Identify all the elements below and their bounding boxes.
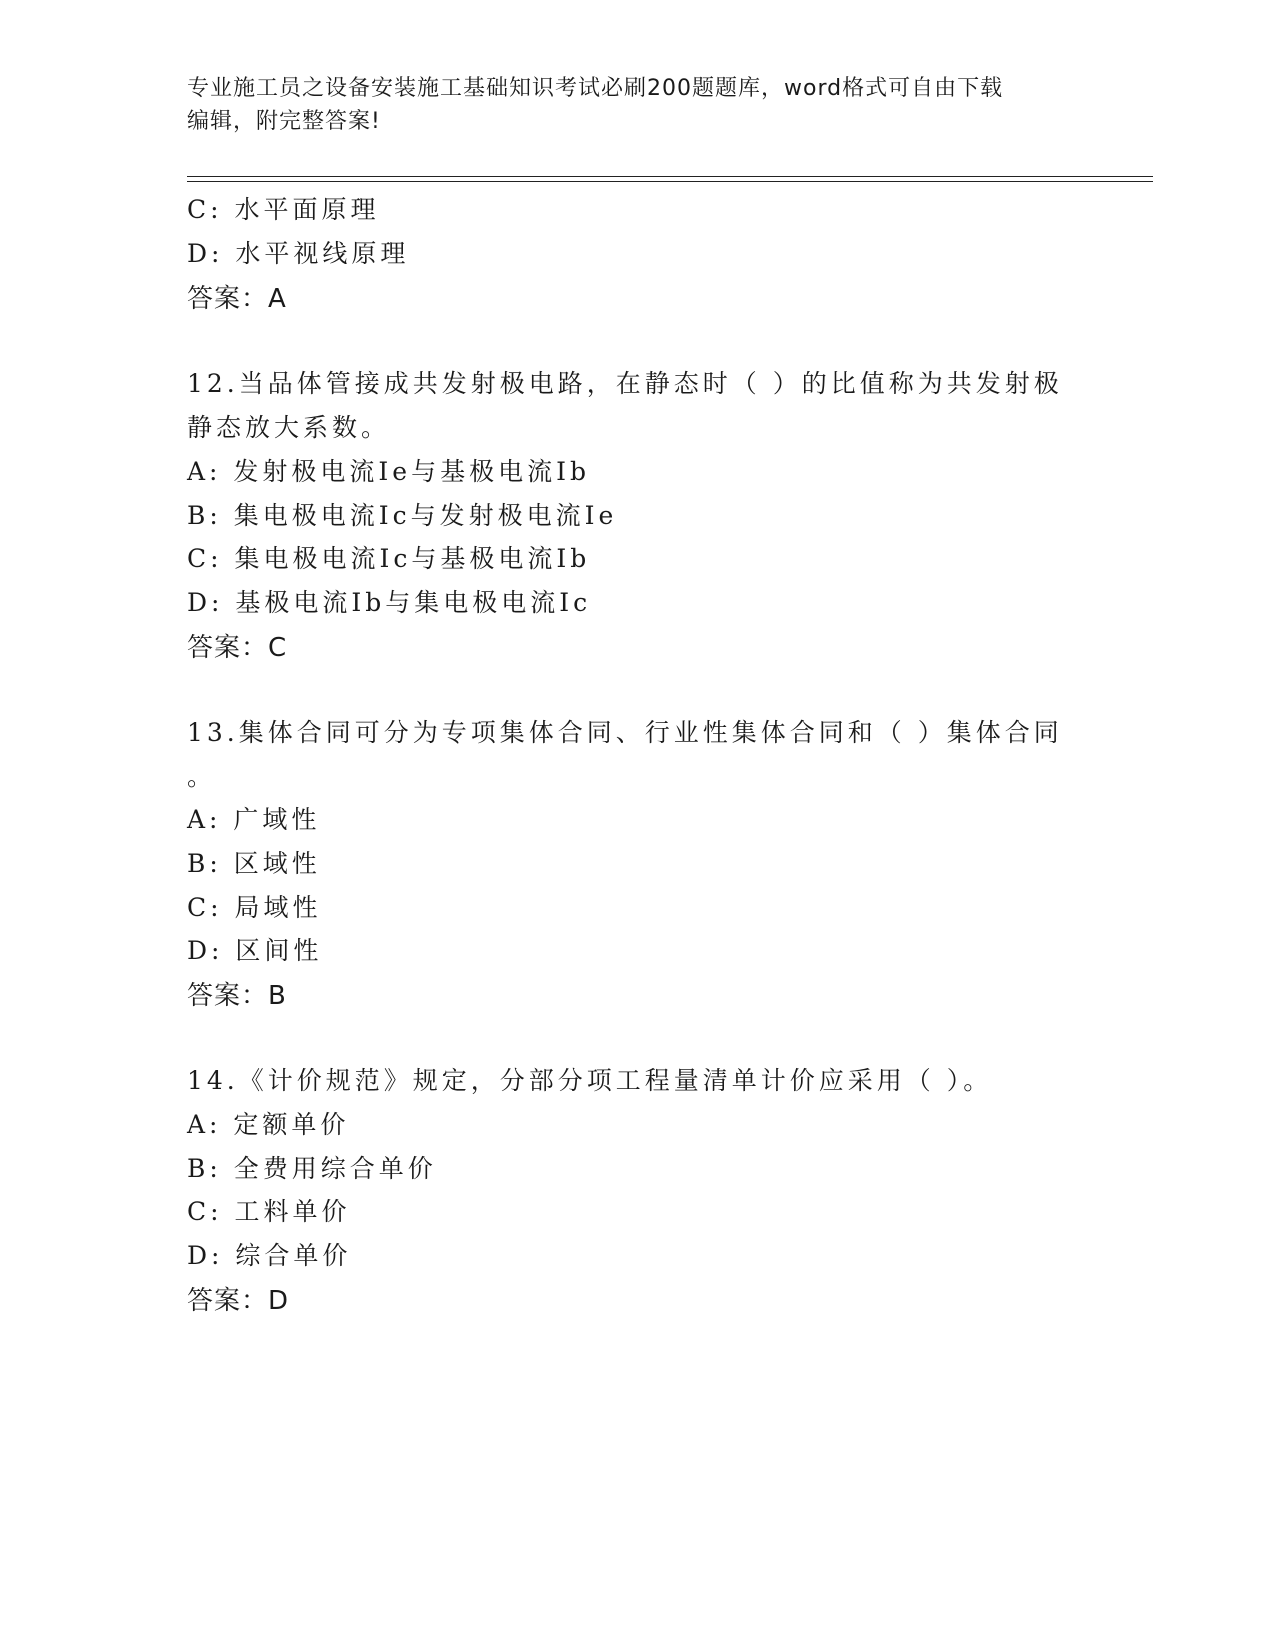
q12-option-d: D: 基极电流Ib与集电极电流Ic bbox=[187, 588, 592, 617]
q12-option-a: A: 发射极电流Ie与基极电流Ib bbox=[187, 457, 590, 486]
header-line-1: 专业施工员之设备安装施工基础知识考试必刷200题题库，word格式可自由下载 bbox=[187, 76, 1004, 101]
q13-option-a: A: 广域性 bbox=[187, 805, 321, 834]
q13-answer: 答案：B bbox=[187, 981, 287, 1011]
q11-option-c: C: 水平面原理 bbox=[187, 195, 380, 224]
header-line-2: 编辑，附完整答案! bbox=[187, 109, 381, 134]
q11-answer: 答案：A bbox=[187, 284, 287, 314]
q14-option-c: C: 工料单价 bbox=[187, 1197, 351, 1226]
header-divider-bottom bbox=[187, 181, 1153, 182]
q12-stem-line-1: 12.当品体管接成共发射极电路，在静态时（ ）的比值称为共发射极 bbox=[187, 369, 1063, 398]
q11-option-d: D: 水平视线原理 bbox=[187, 239, 410, 268]
q12-stem-line-2: 静态放大系数。 bbox=[187, 413, 391, 442]
q13-option-d: D: 区间性 bbox=[187, 936, 323, 965]
q12-option-b: B: 集电极电流Ic与发射极电流Ie bbox=[187, 501, 618, 530]
header-divider-top bbox=[187, 176, 1153, 177]
q12-option-c: C: 集电极电流Ic与基极电流Ib bbox=[187, 544, 591, 573]
q12-answer: 答案：C bbox=[187, 633, 288, 663]
document-header bbox=[187, 72, 1087, 138]
q14-stem-line-1: 14.《计价规范》规定，分部分项工程量清单计价应采用（ ）。 bbox=[187, 1066, 993, 1095]
q13-stem-line-1: 13.集体合同可分为专项集体合同、行业性集体合同和（ ）集体合同 bbox=[187, 718, 1063, 747]
q13-option-b: B: 区域性 bbox=[187, 849, 321, 878]
q13-option-c: C: 局域性 bbox=[187, 893, 322, 922]
q14-option-b: B: 全费用综合单价 bbox=[187, 1154, 437, 1183]
q14-answer: 答案：D bbox=[187, 1286, 290, 1316]
q13-stem-line-2: 。 bbox=[187, 762, 217, 791]
q14-option-a: A: 定额单价 bbox=[187, 1110, 350, 1139]
q14-option-d: D: 综合单价 bbox=[187, 1241, 352, 1270]
